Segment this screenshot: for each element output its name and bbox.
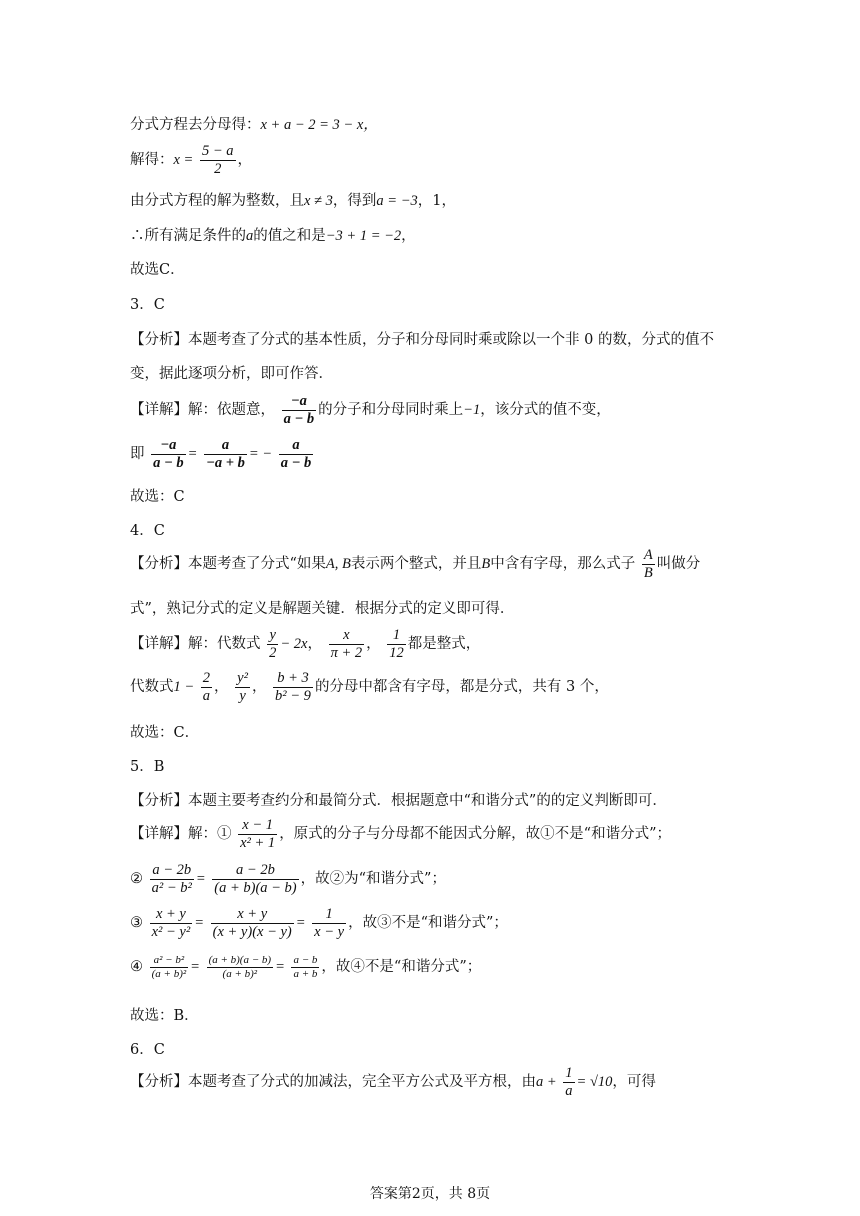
- denominator: x² − y²: [151, 923, 191, 940]
- numerator: A: [643, 547, 653, 563]
- numerator: a: [204, 437, 247, 455]
- numerator: x + y: [150, 906, 193, 924]
- q4-analysis-line1: [130, 547, 700, 581]
- text: 代数式: [130, 679, 174, 696]
- text: 【详解】解：①: [130, 826, 232, 843]
- denominator: 2: [214, 160, 222, 177]
- denominator: a − b: [153, 454, 184, 471]
- math: a = −3: [376, 193, 418, 209]
- text: ，: [214, 679, 229, 696]
- numerator: a − b: [293, 954, 318, 966]
- question-6-heading: 6．C: [130, 1042, 165, 1058]
- fraction: [642, 547, 655, 581]
- text: ④: [130, 959, 143, 976]
- math: −3 + 1 = −2: [325, 228, 402, 244]
- math: x =: [173, 152, 194, 169]
- math: = √10: [576, 1074, 613, 1091]
- line-integer-condition: [130, 189, 456, 210]
- math: −1: [463, 402, 481, 419]
- denominator: 12: [389, 644, 404, 661]
- denominator: a: [202, 687, 211, 704]
- numerator: a − 2b: [150, 862, 194, 880]
- numerator: x − 1: [238, 817, 277, 835]
- text: 分式方程去分母得：: [130, 117, 261, 133]
- numerator: x + y: [211, 906, 294, 924]
- numerator: 1: [565, 1065, 573, 1081]
- question-3-heading: 3．C: [130, 297, 165, 313]
- answer-line: 故选C．: [130, 262, 185, 278]
- text: 表示两个整式，并且: [350, 556, 482, 573]
- q5-detail-4: [130, 954, 481, 980]
- denominator: (x + y)(x − y): [212, 923, 292, 940]
- page-footer: 答案第2页，共 8页: [369, 1186, 491, 1202]
- math: =: [190, 959, 200, 976]
- numerator: (a + b)(a − b): [208, 954, 272, 966]
- fraction: [150, 906, 193, 940]
- denominator: π + 2: [330, 644, 363, 661]
- text: 的分母中都含有字母，都是分式，共有 3 个，: [314, 679, 609, 696]
- fraction: [204, 437, 247, 471]
- text: ，: [251, 679, 267, 696]
- fraction: [273, 670, 313, 704]
- denominator: a + b: [293, 967, 318, 980]
- denominator: B: [643, 564, 653, 581]
- fraction: [312, 906, 346, 940]
- text: ，: [401, 228, 416, 244]
- q3-answer: 故选：C: [130, 489, 185, 505]
- text: 叫做分: [656, 556, 701, 573]
- text: 【详解】解：代数式: [130, 636, 261, 653]
- fraction: [291, 954, 319, 980]
- numerator: y: [267, 627, 278, 645]
- fraction: [150, 862, 194, 896]
- line-sum: [130, 224, 416, 245]
- q6-analysis: [130, 1065, 656, 1099]
- denominator: 2: [269, 644, 277, 661]
- math: 1 −: [173, 679, 195, 696]
- line-solution: [130, 143, 252, 177]
- text: 的值之和是: [253, 228, 326, 244]
- q4-answer: 故选：C．: [130, 725, 200, 741]
- text: 解得：: [130, 152, 174, 169]
- denominator: a − b: [283, 410, 315, 427]
- denominator: −a + b: [206, 454, 245, 471]
- text: ，得到: [332, 193, 377, 209]
- denominator: (a + b)(a − b): [214, 879, 297, 896]
- denominator: a² − b²: [151, 879, 192, 896]
- q3-analysis-line1: 【分析】本题考查了分式的基本性质，分子和分母同时乘或除以一个非 0 的数，分式的值不: [130, 332, 714, 348]
- fraction: [207, 954, 274, 980]
- q5-analysis: 【分析】本题主要考查约分和最简分式．根据题意中“和谐分式”的的定义判断即可．: [130, 793, 667, 809]
- fraction: [151, 437, 186, 471]
- q3-analysis-line2: 变，据此逐项分析，即可作答．: [130, 366, 333, 382]
- denominator: y: [239, 687, 246, 704]
- denominator: a − b: [280, 454, 312, 471]
- fraction: [267, 627, 278, 661]
- text: 【分析】本题考查了分式“如果: [130, 556, 326, 573]
- text: ，: [366, 636, 381, 653]
- fraction: [150, 954, 189, 980]
- denominator: b² − 9: [275, 687, 311, 704]
- fraction: [212, 862, 298, 896]
- numerator: a − 2b: [212, 862, 298, 880]
- math: A, B: [325, 556, 351, 573]
- text: ，故③不是“和谐分式”；: [348, 915, 508, 932]
- q5-detail-1: [130, 817, 671, 851]
- text: 中含有字母，那么式子: [490, 556, 636, 573]
- math: =: [195, 871, 206, 888]
- q5-detail-3: [130, 906, 508, 940]
- math: x ≠ 3: [304, 193, 333, 209]
- numerator: b + 3: [273, 670, 313, 688]
- q4-detail-line1: [130, 627, 480, 661]
- math: =: [295, 915, 306, 932]
- denominator: x² + 1: [240, 834, 276, 851]
- fraction: [387, 627, 406, 661]
- math: a: [246, 228, 254, 244]
- text: ③: [130, 915, 143, 932]
- text: ，1，: [417, 193, 456, 209]
- fraction: [329, 627, 365, 661]
- text: ∴所有满足条件的: [130, 228, 246, 244]
- question-5-heading: 5．B: [130, 759, 165, 775]
- numerator: a: [279, 437, 314, 455]
- text: 【详解】解：依题意，: [130, 402, 275, 419]
- denominator: (a + b)²: [222, 967, 258, 980]
- numerator: 1: [312, 906, 346, 924]
- text: 由分式方程的解为整数，且: [130, 193, 304, 209]
- denominator: a: [565, 1082, 573, 1099]
- math: B: [481, 556, 491, 573]
- fraction: [279, 437, 314, 471]
- fraction: [211, 906, 294, 940]
- text: ，故②为“和谐分式”；: [300, 871, 446, 888]
- math: =: [194, 915, 205, 932]
- fraction: [238, 817, 277, 851]
- numerator: a² − b²: [150, 954, 189, 968]
- question-4-heading: 4．C: [130, 523, 165, 539]
- fraction: [200, 143, 236, 177]
- fraction: [282, 393, 317, 427]
- text: 都是整式，: [407, 636, 481, 653]
- numerator: 5 − a: [201, 143, 234, 159]
- fraction: [235, 670, 250, 704]
- line-equation-cleared: [130, 113, 378, 134]
- numerator: x: [329, 627, 365, 645]
- text: 即: [130, 446, 145, 463]
- q3-detail: [130, 393, 611, 427]
- text: ，该分式的值不变，: [480, 402, 611, 419]
- math: − 2x: [280, 636, 308, 653]
- denominator: (a + b)²: [151, 967, 187, 980]
- fraction: [201, 670, 212, 704]
- q4-analysis-line2: 式”，熟记分式的定义是解题关键．根据分式的定义即可得．: [130, 601, 515, 617]
- math: a +: [536, 1074, 557, 1091]
- q3-equation: [130, 437, 315, 471]
- text: ，可得: [612, 1074, 656, 1091]
- numerator: 1: [387, 627, 406, 645]
- denominator: x − y: [314, 923, 345, 940]
- fraction: [563, 1065, 574, 1099]
- numerator: y²: [237, 670, 248, 686]
- q4-detail-line2: [130, 670, 609, 704]
- text: ，: [307, 636, 322, 653]
- math: x + a − 2 = 3 − x，: [260, 117, 378, 133]
- math: = −: [248, 446, 273, 463]
- text: ，故④不是“和谐分式”；: [321, 959, 482, 976]
- text: 的分子和分母同时乘上: [318, 402, 464, 419]
- math: =: [187, 446, 198, 463]
- text: ，原式的分子与分母都不能因式分解，故①不是“和谐分式”；: [279, 826, 672, 843]
- text: ，: [237, 152, 253, 169]
- q5-detail-2: [130, 862, 446, 896]
- numerator: −a: [151, 437, 186, 455]
- text: ②: [130, 871, 143, 888]
- math: =: [275, 959, 285, 976]
- numerator: 2: [202, 670, 211, 686]
- numerator: −a: [282, 393, 317, 411]
- text: 【分析】本题考查了分式的加减法，完全平方公式及平方根，由: [130, 1074, 536, 1091]
- q5-answer: 故选：B．: [130, 1008, 199, 1024]
